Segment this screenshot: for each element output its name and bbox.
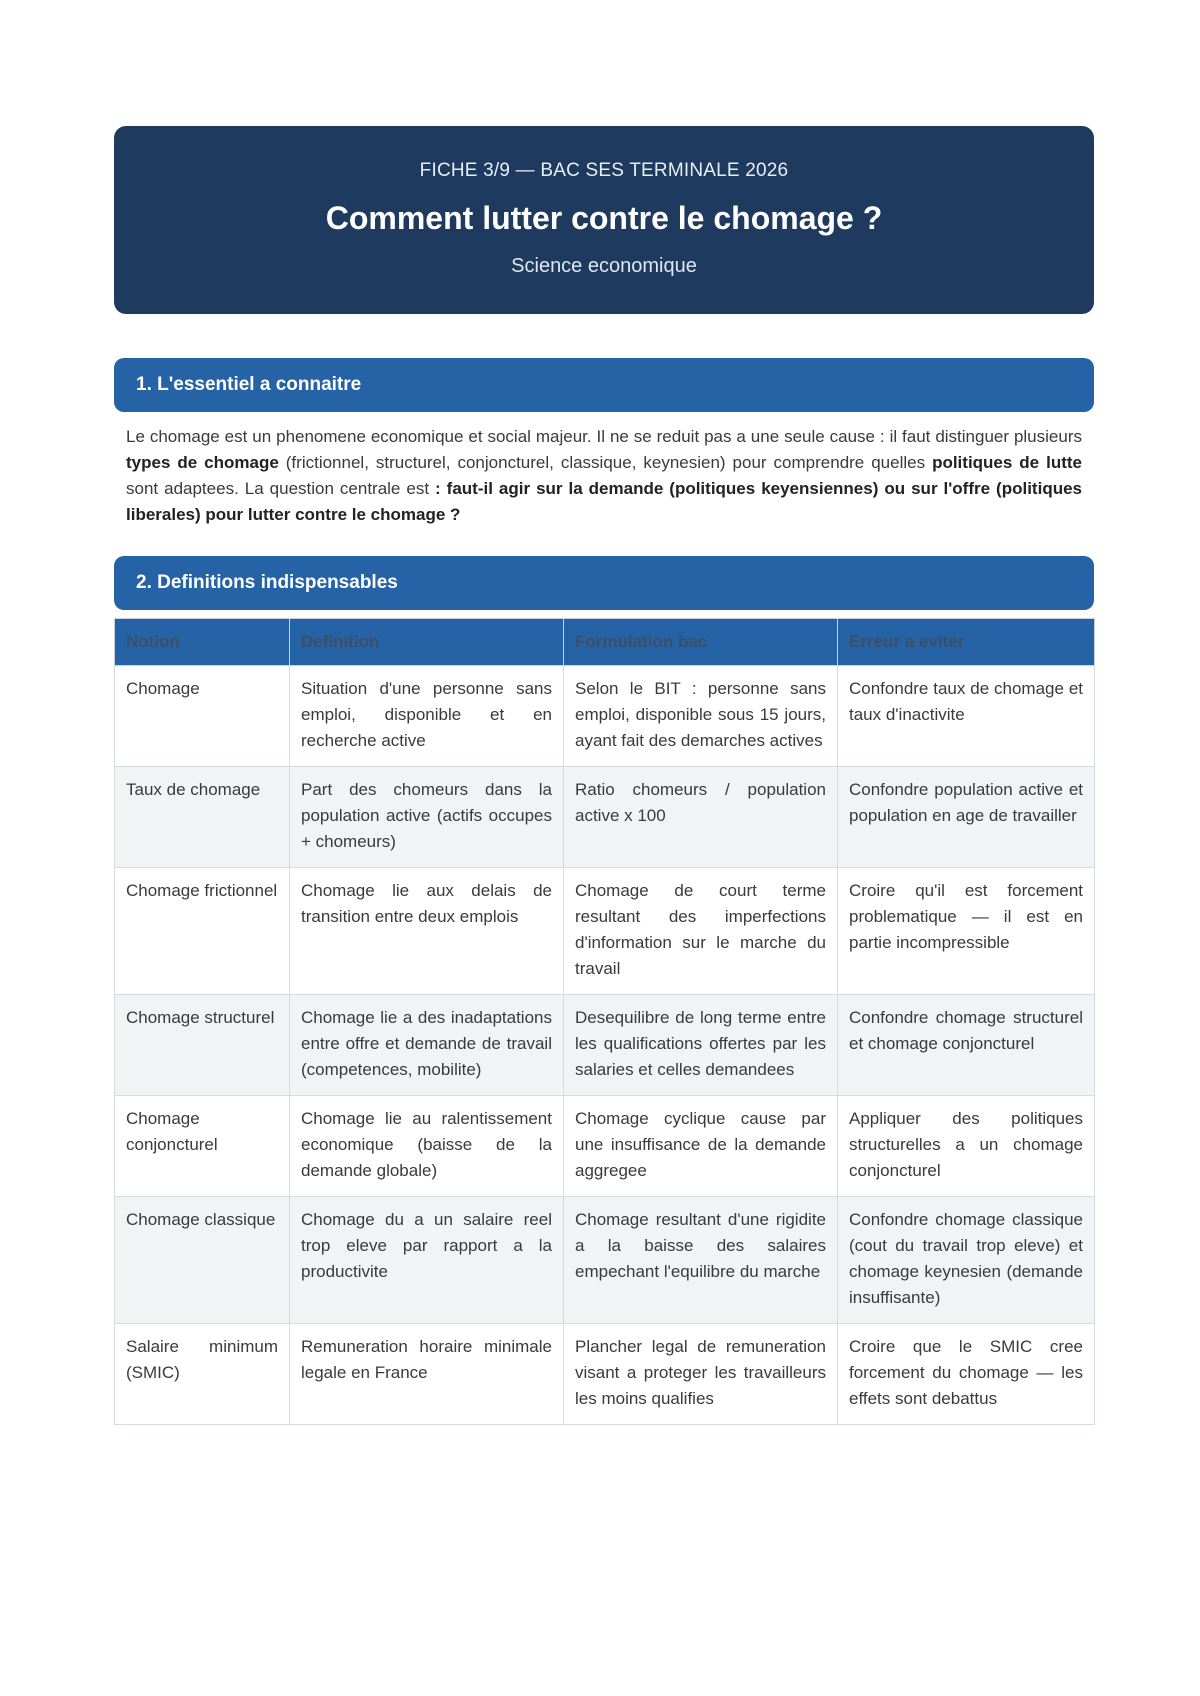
table-cell: Chomage lie au ralentissement economique (baisse de la demande globale) <box>290 1096 564 1197</box>
section-heading-essentiel: 1. L'essentiel a connaitre <box>114 358 1094 412</box>
page-title: Comment lutter contre le chomage ? <box>325 200 883 236</box>
table-cell: Chomage lie a des inadaptations entre offre et demande de travail (competences, mobilite) <box>290 995 564 1096</box>
intro-bold-types: types de chomage <box>126 453 279 472</box>
intro-text-3: sont adaptees. La question centrale est <box>126 479 436 498</box>
table-row <box>115 1197 1095 1324</box>
table-row <box>115 868 1095 995</box>
table-cell: Chomage de court terme resultant des imperfections d'information sur le marche du travail <box>564 868 838 995</box>
table-cell: Chomage lie aux delais de transition entre deux emplois <box>290 868 564 995</box>
table-cell: Appliquer des politiques structurelles a un chomage conjoncturel <box>838 1096 1095 1197</box>
table-header-row <box>115 619 1095 666</box>
intro-bold-question: : faut-il agir sur la demande (politiques keyensiennes) ou sur l'offre (politiques liberales) pour lutter contre le chomage ? <box>126 479 1082 524</box>
table-cell: Selon le BIT : personne sans emploi, disponible sous 15 jours, ayant fait des demarches actives <box>564 666 838 767</box>
table-cell: Remuneration horaire minimale legale en France <box>290 1324 564 1425</box>
header-banner <box>114 126 1094 314</box>
table-cell: Chomage frictionnel <box>115 868 290 995</box>
column-header-erreur: Erreur a eviter <box>838 619 1095 666</box>
table-cell: Desequilibre de long terme entre les qualifications offertes par les salaries et celles demandees <box>564 995 838 1096</box>
table-cell: Confondre chomage classique (cout du travail trop eleve) et chomage keynesien (demande insuffisante) <box>838 1197 1095 1324</box>
table-cell: Croire que le SMIC cree forcement du chomage — les effets sont debattus <box>838 1324 1095 1425</box>
table-cell: Chomage <box>115 666 290 767</box>
section-heading-definitions: 2. Definitions indispensables <box>114 556 1094 610</box>
table-cell: Confondre population active et population en age de travailler <box>838 767 1095 868</box>
page-subtitle: Science economique <box>511 255 697 277</box>
table-cell: Chomage cyclique cause par une insuffisance de la demande aggregee <box>564 1096 838 1197</box>
definitions-table <box>114 618 1095 1425</box>
table-cell: Chomage conjoncturel <box>115 1096 290 1197</box>
table-cell: Part des chomeurs dans la population active (actifs occupes + chomeurs) <box>290 767 564 868</box>
table-cell: Plancher legal de remuneration visant a proteger les travailleurs les moins qualifies <box>564 1324 838 1425</box>
table-cell: Chomage classique <box>115 1197 290 1324</box>
table-row <box>115 666 1095 767</box>
column-header-formulation: Formulation bac <box>564 619 838 666</box>
column-header-definition: Definition <box>290 619 564 666</box>
table-cell: Salaire minimum (SMIC) <box>115 1324 290 1425</box>
table-cell: Situation d'une personne sans emploi, disponible et en recherche active <box>290 666 564 767</box>
table-cell: Chomage structurel <box>115 995 290 1096</box>
table-cell: Confondre chomage structurel et chomage conjoncturel <box>838 995 1095 1096</box>
table-cell: Croire qu'il est forcement problematique — il est en partie incompressible <box>838 868 1095 995</box>
intro-text-2: (frictionnel, structurel, conjoncturel, classique, keynesien) pour comprendre quelles <box>278 453 933 472</box>
table-row <box>115 1096 1095 1197</box>
table-cell: Ratio chomeurs / population active x 100 <box>564 767 838 868</box>
table-row <box>115 995 1095 1096</box>
intro-text-1: Le chomage est un phenomene economique et social majeur. Il ne se reduit pas a une seule cause : il faut distinguer plusieurs <box>126 427 1082 446</box>
table-row <box>115 1324 1095 1425</box>
table-row <box>115 767 1095 868</box>
table-cell: Chomage resultant d'une rigidite a la baisse des salaires empechant l'equilibre du marche <box>564 1197 838 1324</box>
fiche-page <box>114 126 1094 1425</box>
intro-bold-politiques: politiques de lutte <box>932 453 1082 472</box>
column-header-notion: Notion <box>115 619 290 666</box>
table-cell: Confondre taux de chomage et taux d'inactivite <box>838 666 1095 767</box>
header-kicker: FICHE 3/9 — BAC SES TERMINALE 2026 <box>419 160 789 181</box>
table-cell: Taux de chomage <box>115 767 290 868</box>
table-cell: Chomage du a un salaire reel trop eleve par rapport a la productivite <box>290 1197 564 1324</box>
intro-paragraph <box>114 416 1094 528</box>
